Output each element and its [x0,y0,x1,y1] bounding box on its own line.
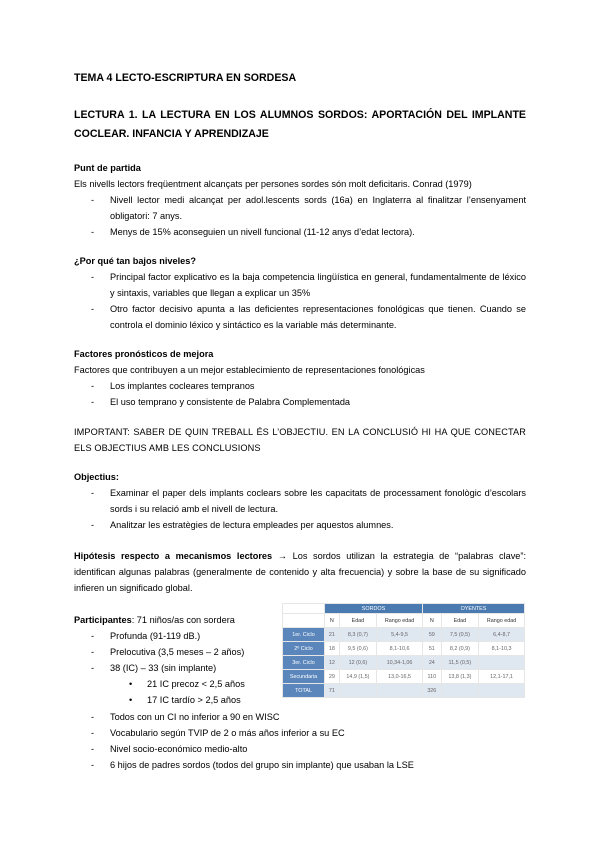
hipotesis-paragraph [74,548,526,596]
dash-marker: - [91,728,95,738]
factores-intro: Factores que contribuyen a un mejor establecimiento de representaciones fonológicas [74,365,425,375]
punt-bullet-text: Menys de 15% aconseguien un nivell funcional (11-12 anys d’edat lectora). [110,227,415,237]
table-row [283,656,525,670]
table-cell: 8,1-10,6 [377,642,423,656]
participantes-line [74,612,284,628]
table-cell: 12,1-17,1 [479,670,525,684]
dash-marker: - [91,381,95,391]
dash-marker: - [91,744,95,754]
table-row [283,642,525,656]
table-cell: 8,2 (0,9) [441,642,478,656]
column-header: N [422,614,441,628]
porque-heading: ¿Por qué tan bajos niveles? [74,256,197,266]
table-row [283,670,525,684]
table-cell: 71 [325,684,340,698]
factores-bullet-text: Los implantes cocleares tempranos [110,381,255,391]
participantes-bullet-text: Prelocutiva (3,5 meses – 2 años) [110,647,245,657]
participantes-bullet-text: Profunda (91-119 dB.) [110,631,201,641]
punt-heading: Punt de partida [74,163,141,173]
table-cell: 10,34-1,06 [377,656,423,670]
hipotesis-text-first: Los sordos utilizan la estrategia de “palabras clave”: [292,551,527,561]
row-label: 1er. Ciclo [283,628,325,642]
porque-bullet-text: Principal factor explicativo es la baja competencia lingüística en general, fundamentalmente de léxico y sintaxis, variables que llegan a explicar un 35% [110,272,526,298]
table-cell [479,656,525,670]
table-cell: 12 (0,6) [339,656,376,670]
column-header: Edad [339,614,376,628]
table-cell [339,684,376,698]
row-label: 2º Ciclo [283,642,325,656]
table-cell: 59 [422,628,441,642]
table-cell: 8,1-10,3 [479,642,525,656]
hipotesis-text-rest: identifican algunas palabras (generalmente de contenido y alta frecuencia) y sobre la base de su significado infieren un significado global. [74,567,526,593]
participantes-count: : 71 niños/as con sordera [131,615,235,625]
dot-marker: • [129,695,133,705]
participantes-bullet-text: Vocabulario según TVIP de 2 o más años inferior a su EC [110,728,345,738]
objectius-heading: Objectius: [74,472,119,482]
sub-bullet-text: 17 IC tardío > 2,5 años [147,695,241,705]
group-oyentes-header: OYENTES [422,604,524,614]
table-cell: 326 [422,684,441,698]
dash-marker: - [91,631,95,641]
participantes-bullet-text: Nivel socio-económico medio-alto [110,744,248,754]
sub-bullet-text: 21 IC precoz < 2,5 años [147,679,245,689]
dot-marker: • [129,679,133,689]
table-cell: 14,9 (1,5) [339,670,376,684]
row-label: TOTAL [283,684,325,698]
factores-bullet-text: El uso temprano y consistente de Palabra Complementada [110,397,351,407]
table-cell: 6,4-8,7 [479,628,525,642]
table-cell [441,684,478,698]
table-total-row [283,684,525,698]
factores-heading: Factores pronósticos de mejora [74,349,214,359]
table-cell: 5,4-9,5 [377,628,423,642]
arrow-glyph: → [272,551,293,561]
participantes-bullet-text: Todos con un CI no inferior a 90 en WISC [110,712,280,722]
participants-table [282,603,525,698]
table-cell: 9,5 (0,6) [339,642,376,656]
dash-marker: - [91,760,95,770]
table-cell: 7,5 (0,5) [441,628,478,642]
table-cell: 13,8 (1,3) [441,670,478,684]
table-cell: 29 [325,670,340,684]
table-column-header-row [283,614,525,628]
objectius-bullet-text: Analitzar les estratègies de lectura empleades per aquestos alumnes. [110,520,394,530]
table-group-header-row [283,604,525,614]
dash-marker: - [91,520,95,530]
table-row [283,628,525,642]
participantes-bullet-text: 6 hijos de padres sordos (todos del grupo sin implante) que usaban la LSE [110,760,414,770]
row-label: 3er. Ciclo [283,656,325,670]
table-cell: 11,5 (0,5) [441,656,478,670]
dash-marker: - [91,712,95,722]
table-cell: 13,0-16,5 [377,670,423,684]
table-cell [377,684,423,698]
punt-intro: Els nivells lectors freqüentment alcançats per persones sordes són molt deficitaris. Conrad (1979) [74,179,472,189]
dash-marker: - [91,647,95,657]
table-corner-cell [283,614,325,628]
row-label: Secundaria [283,670,325,684]
table-cell: 8,3 (0,7) [339,628,376,642]
punt-bullet-text: Nivell lector medi alcançat per adol.lescents sords (16a) en Inglaterra al finalitzar l’ensenyament obligatori: 7 anys. [110,195,526,221]
important-note: IMPORTANT: SABER DE QUIN TREBALL ÉS L’OBJECTIU. EN LA CONCLUSIÓ HI HA QUE CONECTAR ELS OBJECTIUS AMB LES CONCLUSIONS [74,427,526,453]
table-cell: 110 [422,670,441,684]
column-header: Rango edad [377,614,423,628]
table-cell: 18 [325,642,340,656]
table-corner-cell [283,604,325,614]
dash-marker: - [91,227,95,237]
table-cell: 24 [422,656,441,670]
objectius-bullet-text: Examinar el paper dels implants coclears sobre les capacitats de processament fonològic d’escolars sords i su relació amb el nivell de lectura. [110,488,526,514]
table-cell [479,684,525,698]
participantes-heading: Participantes [74,615,132,625]
column-header: Edad [441,614,478,628]
dash-marker: - [91,488,95,498]
table-cell: 21 [325,628,340,642]
dash-marker: - [91,195,95,205]
dash-marker: - [91,397,95,407]
dash-marker: - [91,304,95,314]
participantes-bullet-text: 38 (IC) – 33 (sin implante) [110,663,217,673]
porque-bullet-text: Otro factor decisivo apunta a las deficientes representaciones fonológicas que tienen. Cuando se controla el dominio léxico y sintáctico es la variable más determinante. [110,304,526,330]
column-header: N [325,614,340,628]
tema-title: TEMA 4 LECTO-ESCRIPTURA EN SORDESA [74,72,297,84]
dash-marker: - [91,272,95,282]
lectura-title: LECTURA 1. LA LECTURA EN LOS ALUMNOS SORDOS: APORTACIÓN DEL IMPLANTE COCLEAR. INFANCIA Y APRENDIZAJE [74,109,526,140]
table-cell: 12 [325,656,340,670]
group-sordos-header: SORDOS [325,604,423,614]
table-cell: 51 [422,642,441,656]
hipotesis-heading: Hipótesis respecto a mecanismos lectores [74,551,273,561]
column-header: Rango edad [479,614,525,628]
dash-marker: - [91,663,95,673]
